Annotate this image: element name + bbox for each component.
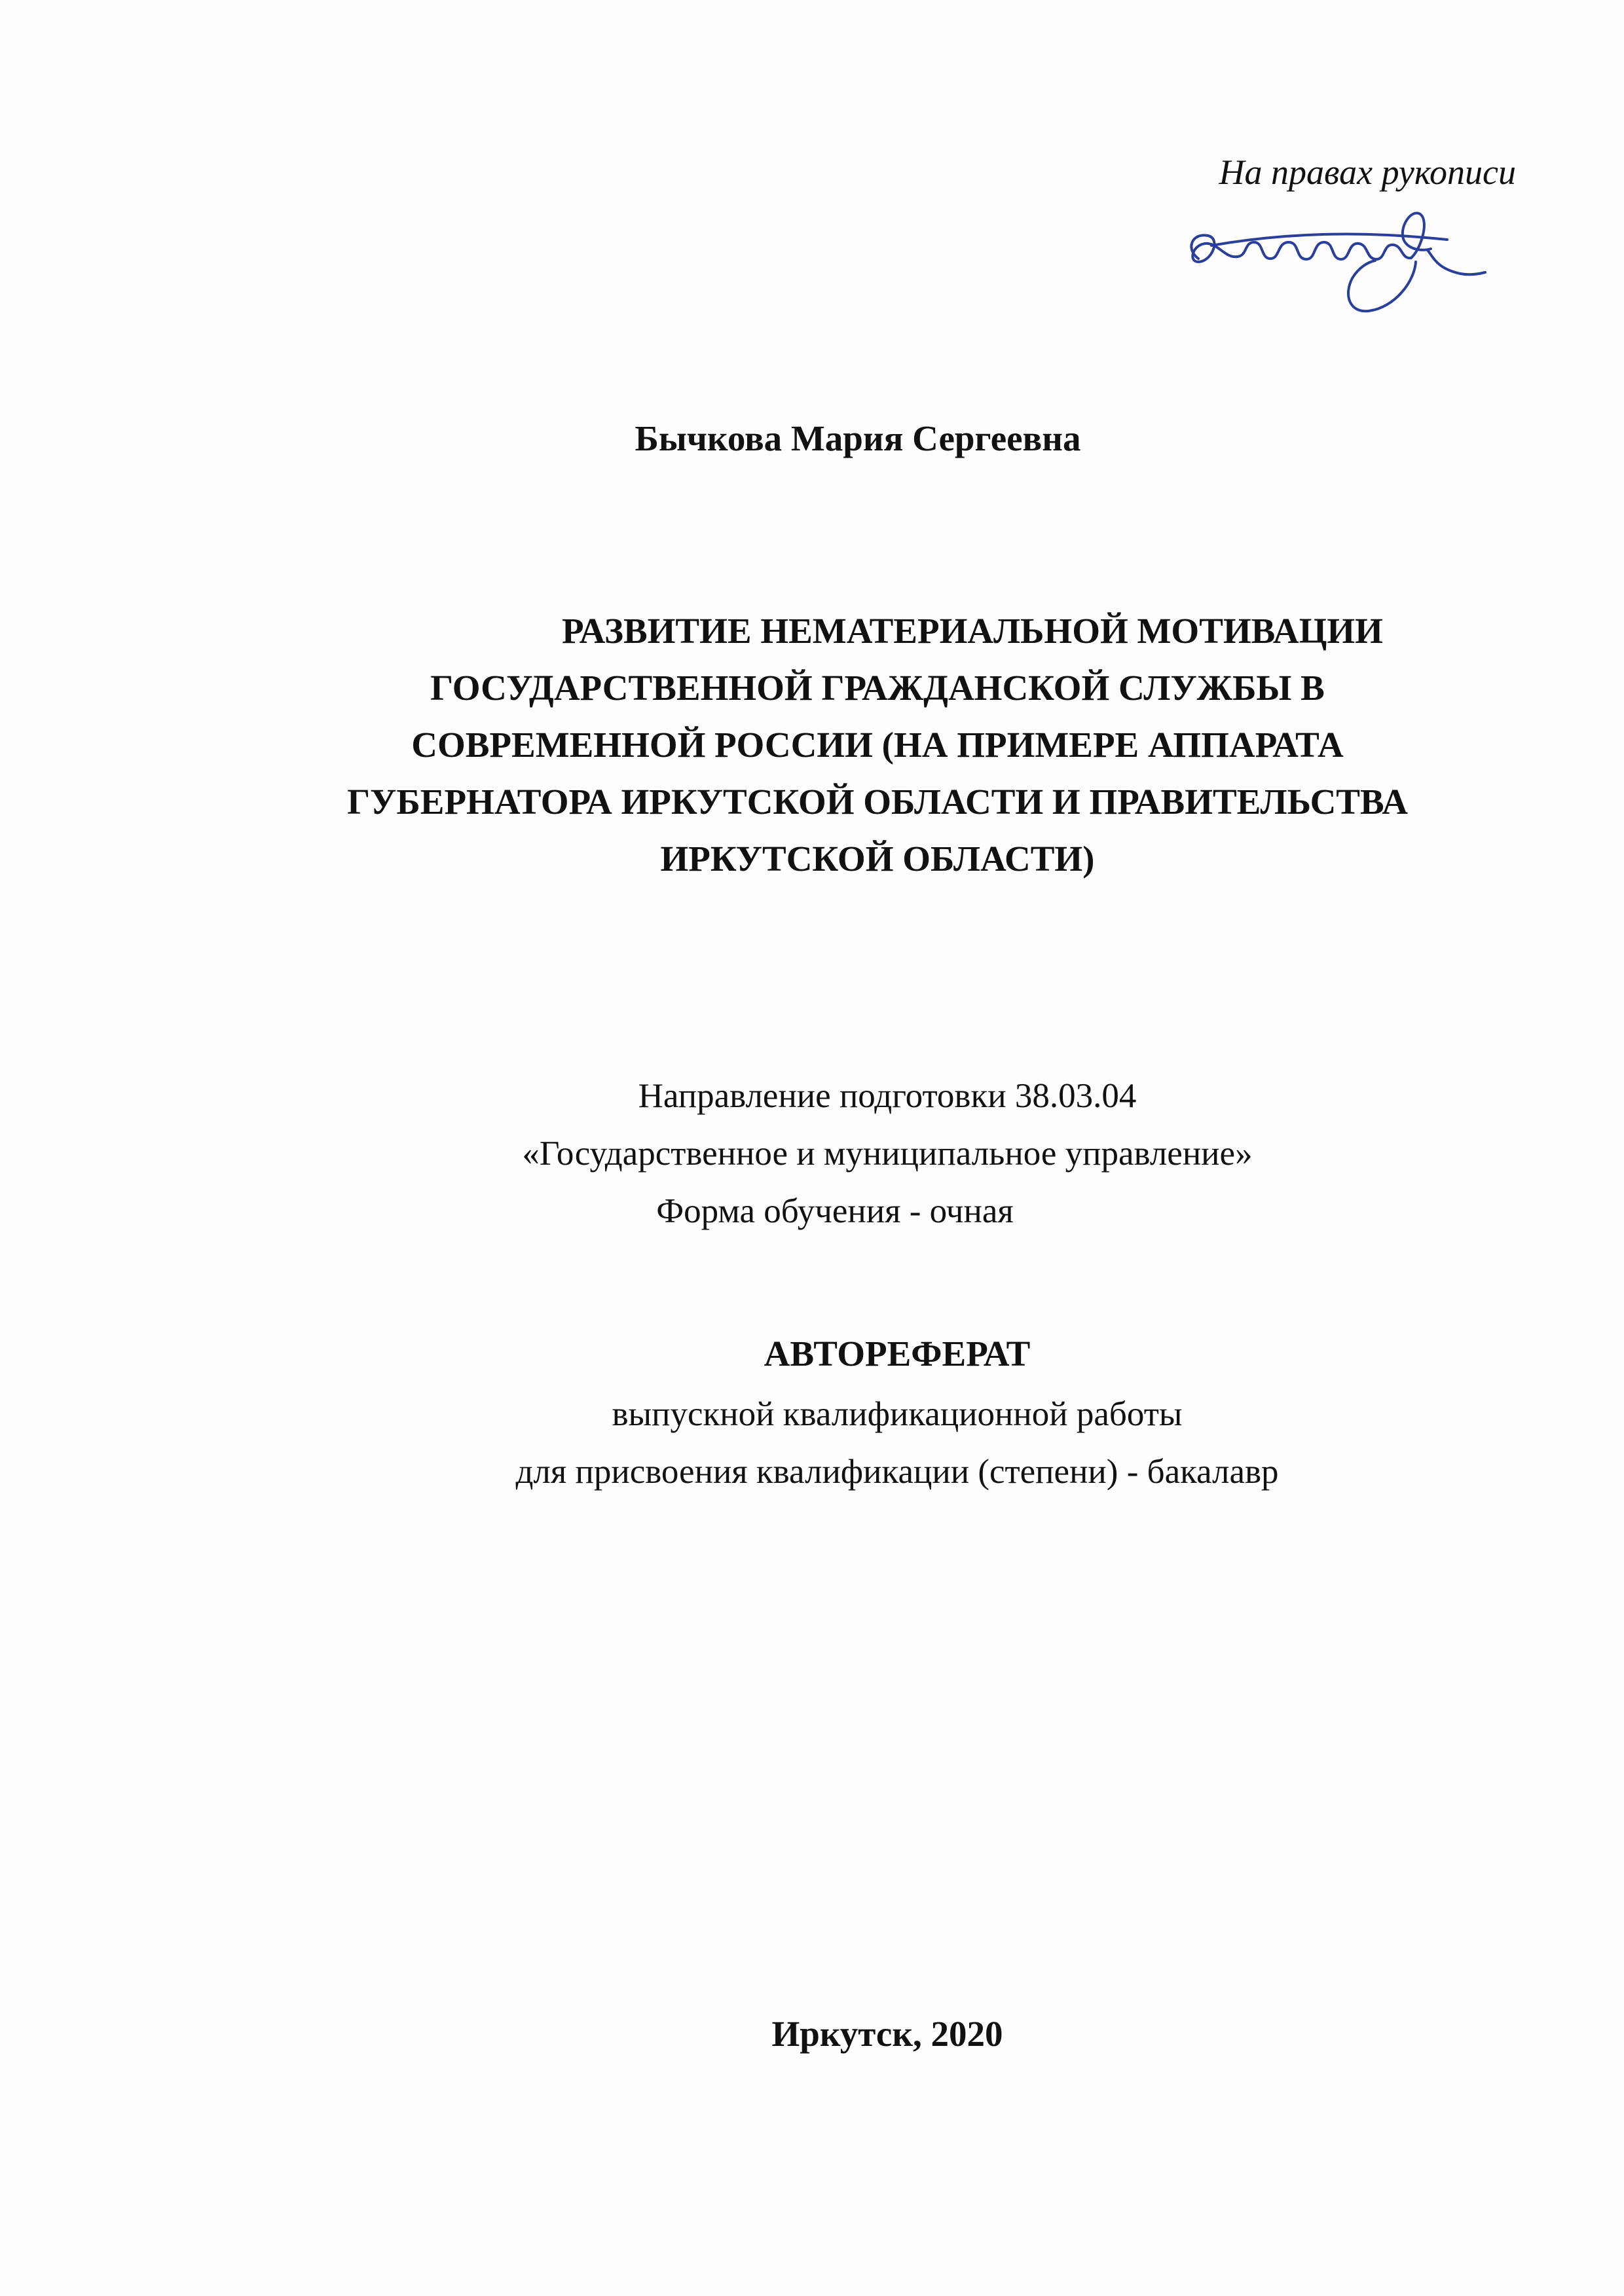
city-year: Иркутск, 2020 xyxy=(771,2014,1003,2054)
manuscript-note: На правах рукописи xyxy=(1219,153,1516,192)
title-line: ГУБЕРНАТОРА ИРКУТСКОЙ ОБЛАСТИ И ПРАВИТЕЛЬСТВА xyxy=(347,782,1408,822)
abstract-line: для присвоения квалификации (степени) - бакалавр xyxy=(515,1453,1279,1491)
program-info xyxy=(0,1067,1624,1240)
abstract-line: выпускной квалификационной работы xyxy=(612,1395,1183,1433)
handwritten-signature-icon xyxy=(1172,196,1486,340)
abstract-block xyxy=(0,1322,1624,1501)
thesis-title xyxy=(288,602,1467,887)
title-line: СОВРЕМЕННОЙ РОССИИ (НА ПРИМЕРЕ АППАРАТА xyxy=(411,725,1344,765)
author-name: Бычкова Мария Сергеевна xyxy=(635,418,1081,458)
title-line: ГОСУДАРСТВЕННОЙ ГРАЖДАНСКОЙ СЛУЖБЫ В xyxy=(430,668,1325,708)
title-line: РАЗВИТИЕ НЕМАТЕРИАЛЬНОЙ МОТИВАЦИИ xyxy=(562,611,1383,651)
title-line: ИРКУТСКОЙ ОБЛАСТИ) xyxy=(660,839,1095,879)
program-name: «Государственное и муниципальное управление» xyxy=(522,1135,1253,1173)
study-form: Форма обучения - очная xyxy=(656,1192,1014,1230)
program-direction: Направление подготовки 38.03.04 xyxy=(638,1077,1137,1115)
abstract-heading: АВТОРЕФЕРАТ xyxy=(764,1334,1031,1374)
